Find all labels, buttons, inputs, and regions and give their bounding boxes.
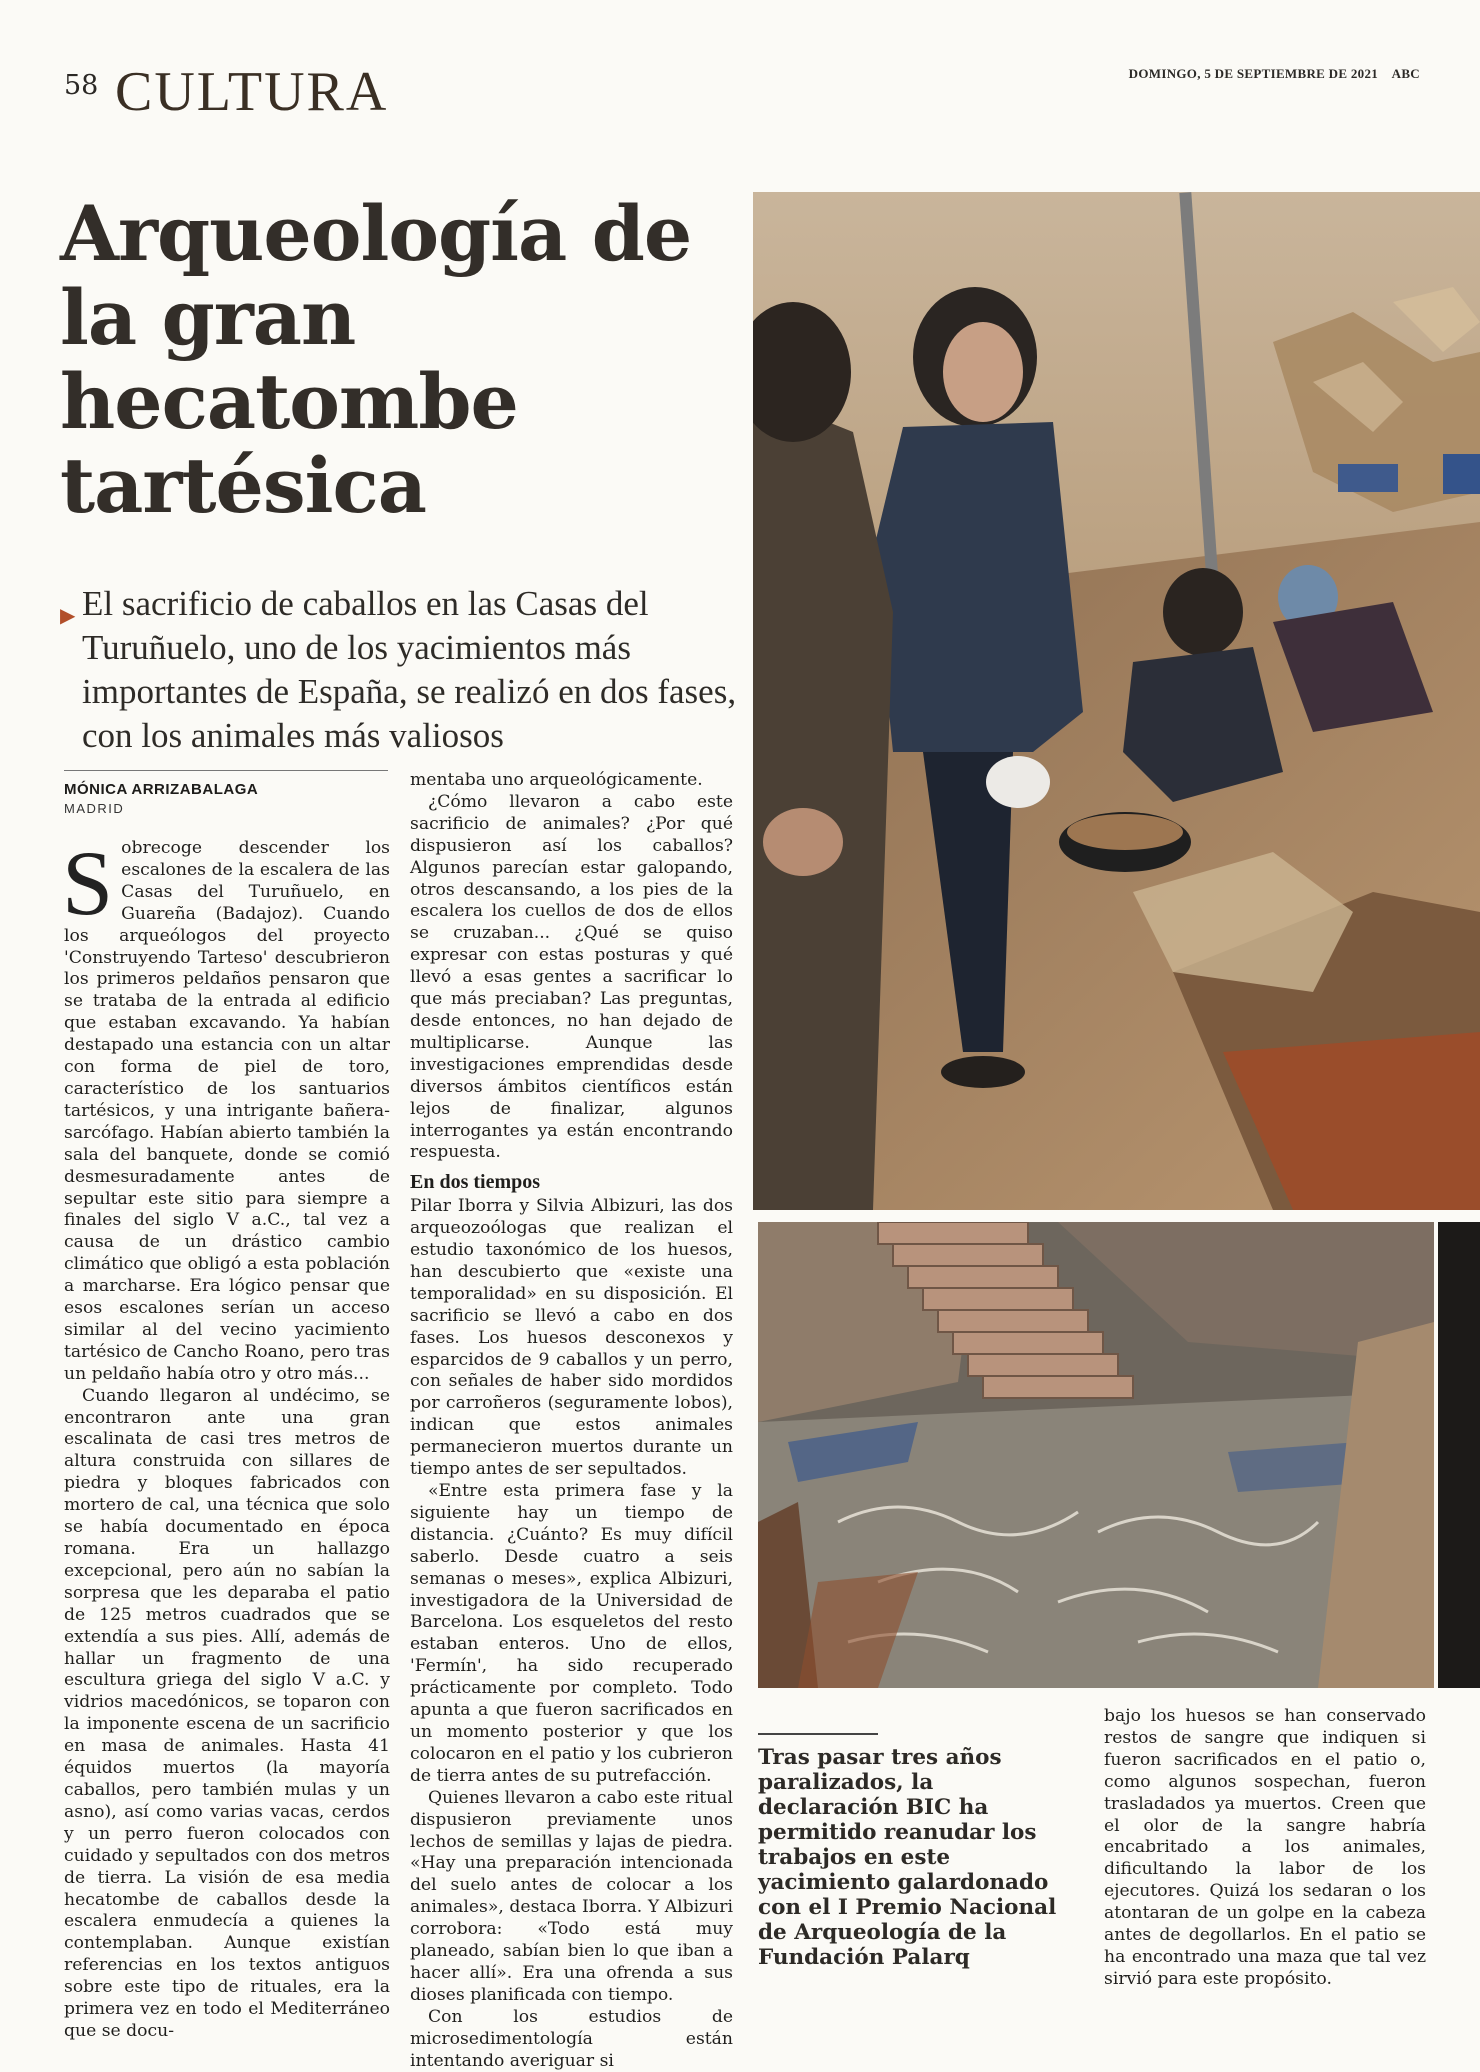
dateline [1129, 66, 1420, 82]
author: MÓNICA ARRIZABALAGA [64, 781, 259, 798]
location: MADRID [64, 801, 125, 816]
subhead-text: El sacrificio de caballos en las Casas del Turuñuelo, uno de los yacimientos más importantes de España, se realizó en dos fases, con los animales más valiosos [82, 584, 737, 755]
photo-horse-skeletons [758, 1222, 1434, 1688]
paragraph-text: obrecoge descender los escalones de la escalera de las Casas del Turuñuelo, en Guareña (Badajoz). Cuando los arqueólogos del proyecto 'Construyendo Tarteso' descubrieron los primeros peldaños pensaron que se trataba de la entrada al edificio que estaban excavando. Ya habían destapado una estancia con un altar con forma de piel de toro, característico de los santuarios tartésicos, y una intrigante bañera-sarcófago. Habían abierto también la sala del banquete, donde se comió desmesuradamente antes de sepultar este sitio para siempre a finales del siglo V a.C., tal vez a causa de un drástico cambio climático que obligó a esta población a marcharse. Era lógico pensar que esos escalones serían un acceso similar al del vecino yacimiento tartésico de Cancho Roano, pero tras un peldaño había otro y otro más... [64, 838, 390, 1384]
column-4 [1104, 1706, 1426, 1991]
paragraph [62, 832, 390, 1386]
photo-edge-dark [1438, 1222, 1480, 1688]
column-2 [410, 770, 733, 2072]
paragraph: mentaba uno arqueológicamente. [410, 770, 703, 790]
headline: Arqueología de la gran hecatombe tartésica [60, 189, 692, 530]
page-number: 58 [64, 70, 99, 101]
paragraph: ¿Cómo llevaron a cabo este sacrificio de animales? ¿Por qué dispusieron así los caballos? Algunos parecían estar galopando, otros descansando, a los pies de la escalera los cuellos de dos de ellos se cruzaban... ¿Qué se quiso expresar con estas posturas y qué llevó a esas gentes a sacrificar lo que más preciaban? Las preguntas, desde entonces, no han dejado de multiplicarse. Aunque las investigaciones emprendidas desde diversos ámbitos científicos están lejos de finalizar, algunos interrogantes ya están encontrando respuesta. [410, 791, 733, 1163]
column-1 [62, 832, 390, 2043]
pullquote-rule [758, 1733, 878, 1735]
bullet-triangle-icon: ▶ [60, 605, 76, 627]
pull-quote: Tras pasar tres años paralizados, la declaración BIC ha permitido reanudar los trabajos en este yacimiento galardonado con el I Premio Nacional de Arqueología de la Fundación Palarq [758, 1745, 1057, 1970]
paragraph: Pilar Iborra y Silvia Albizuri, las dos arqueozoólogas que realizan el estudio taxonómico de los huesos, han descubierto que «existe una temporalidad» en su disposición. El sacrificio se llevó a cabo en dos fases. Los huesos desconexos y esparcidos de 9 caballos y un perro, con señales de haber sido mordidos por carroñeros (seguramente lobos), indican que estos animales permanecieron muertos durante un tiempo antes de ser sepultados. [410, 1196, 733, 1480]
byline-rule [64, 770, 388, 771]
paragraph: bajo los huesos se han conservado restos de sangre que indiquen si fueron sacrificados en el patio o, como algunos sospechan, fueron trasladados ya muertos. Creen que el olor de la sangre habría encabritado a los animales, dificultando la labor de los ejecutores. Quizá los sedaran o los atontaran de un golpe en la cabeza antes de degollarlos. En el patio se ha encontrado una maza que tal vez sirvió para este propósito. [1104, 1706, 1426, 1989]
section-title: CULTURA [115, 61, 389, 123]
paper-name: ABC [1391, 66, 1420, 81]
date: DOMINGO, 5 DE SEPTIEMBRE DE 2021 [1128, 66, 1379, 81]
paragraph: «Entre esta primera fase y la siguiente hay un tiempo de distancia. ¿Cuánto? Es muy difícil saberlo. Desde cuatro a seis semanas o meses», explica Albizuri, investigadora de la Universidad de Barcelona. Los esqueletos del resto estaban enteros. Uno de ellos, 'Fermín', ha sido recuperado prácticamente por completo. Todo apunta a que fueron sacrificados en un momento posterior y que los colocaron en el patio y los cubrieron de tierra antes de su putrefacción. [410, 1481, 733, 1786]
excavation-team-image [753, 192, 1480, 1210]
photo-excavation-team [753, 192, 1480, 1210]
section-subtitle: En dos tiempos [410, 1171, 541, 1194]
paragraph: Quienes llevaron a cabo este ritual dispusieron previamente unos lechos de semillas y lajas de piedra. «Hay una preparación intencionada del suelo antes de colocar a los animales», destaca Iborra. Y Albizuri corrobora: «Todo está muy planeado, sabían bien lo que iban a hacer allí». Era una ofrenda a sus dioses planificada con tiempo. [410, 1787, 733, 2005]
paragraph: Con los estudios de microsedimentología están intentando averiguar si [410, 2006, 733, 2071]
subhead [60, 582, 742, 758]
dropcap: S [62, 832, 114, 934]
horse-skeletons-image [758, 1222, 1434, 1688]
paragraph: Cuando llegaron al undécimo, se encontraron ante una gran escalinata de casi tres metros de altura construida con sillares de piedra y bloques fabricados con mortero de cal, una técnica que solo se había documentado en época romana. Era un hallazgo excepcional, pero aún no sabían la sorpresa que les deparaba el patio de 125 metros cuadrados que se extendía a sus pies. Allí, además de hallar un fragmento de una escultura griega del siglo V a.C. y vidrios macedónicos, se toparon con la imponente escena de un sacrificio en masa de animales. Hasta 41 équidos muertos (la mayoría caballos, pero también mulas y un asno), así como varias vacas, cerdos y un perro fueron colocados con cuidado y sepultados con dos metros de tierra. La visión de esa media hecatombe de caballos desde la escalera enmudecía a quienes la contemplaban. Aunque existían referencias en los textos antiguos sobre este tipo de rituales, era la primera vez en todo el Mediterráneo que se docu- [64, 1385, 390, 2041]
